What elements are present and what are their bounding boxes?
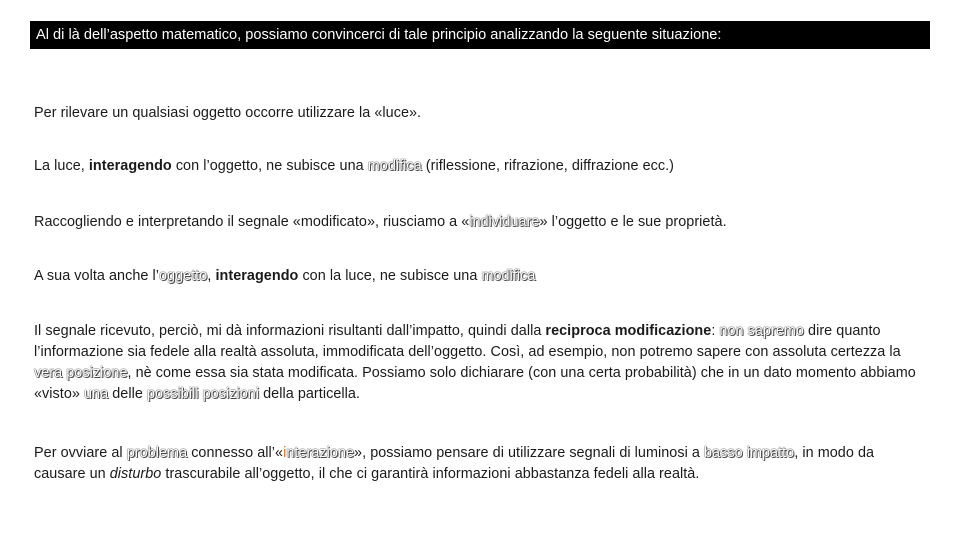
shadow-term-vera-posizione: vera posizione [34, 365, 128, 381]
bold-term-reciproca-modificazione: reciproca modificazione [545, 323, 712, 339]
shadow-term-modifica: modifica [367, 158, 422, 174]
paragraph-signal-interpretation [34, 212, 929, 233]
text-segment: della particella. [259, 386, 360, 402]
text-segment: » l’oggetto e le sue proprietà. [539, 214, 727, 230]
text-segment: connesso all’« [187, 445, 284, 461]
text-segment: , in modo da causare un [34, 445, 875, 482]
text-segment: , [207, 268, 216, 284]
italic-term-disturbo: disturbo [109, 466, 162, 482]
text-segment: A sua volta anche l’ [34, 268, 159, 284]
text-segment: con l’oggetto, ne subisce una [171, 158, 368, 174]
shadow-term-individuare: individuare [469, 214, 540, 230]
paragraph-text: Per rilevare un qualsiasi oggetto occorre utilizzare la «luce». [34, 105, 422, 121]
paragraph-object-modification [34, 266, 929, 287]
bold-term-interagendo: interagendo [215, 268, 299, 284]
text-segment: dire quanto l’informazione sia fedele alla realtà assoluta, immodificata dell’oggetto. Così, ad esempio, non potremo sapere con assoluta certezza la [34, 323, 901, 360]
paragraph-light-interaction [34, 156, 929, 177]
text-segment: La luce, [34, 158, 89, 174]
text-segment: Per ovviare al [34, 445, 127, 461]
text-segment: : [711, 323, 720, 339]
text-segment: (riflessione, rifrazione, diffrazione ecc.) [421, 158, 675, 174]
shadow-term-una: una [84, 386, 109, 402]
shadow-term-oggetto: oggetto [159, 268, 208, 284]
shadow-term-modifica: modifica [481, 268, 536, 284]
text-segment: , nè come essa sia stata modificata. Possiamo solo dichiarare (con una certa probabilità) che in un dato momento abbiamo «visto» [34, 365, 916, 402]
header-bar [30, 21, 930, 49]
text-segment: Il segnale ricevuto, perciò, mi dà informazioni risultanti dall’impatto, quindi dalla [34, 323, 546, 339]
shadow-term-non-sapremo: non sapremo [719, 323, 804, 339]
text-segment: », possiamo pensare di utilizzare segnali di luminosi a [354, 445, 704, 461]
header-title: Al di là dell’aspetto matematico, possiamo convincerci di tale principio analizzando la seguente situazione: [36, 27, 722, 43]
text-segment: con la luce, ne subisce una [298, 268, 482, 284]
shadow-term-nterazione: nterazione [286, 445, 355, 461]
text-segment: Raccogliendo e interpretando il segnale «modificato», riusciamo a « [34, 214, 470, 230]
shadow-term-possibili-posizioni: possibili posizioni [146, 386, 260, 402]
accent-letter-i: i [283, 445, 287, 461]
paragraph-reciprocal-modification [34, 321, 929, 405]
shadow-term-basso-impatto: basso impatto [704, 445, 795, 461]
paragraph-low-impact-signals [34, 443, 929, 485]
bold-term-interagendo: interagendo [88, 158, 172, 174]
text-segment: trascurabile all’oggetto, il che ci garantirà informazioni abbastanza fedeli alla realtà. [161, 466, 700, 482]
paragraph-light-detection [34, 103, 929, 124]
text-segment: delle [108, 386, 147, 402]
shadow-term-problema: problema [126, 445, 188, 461]
